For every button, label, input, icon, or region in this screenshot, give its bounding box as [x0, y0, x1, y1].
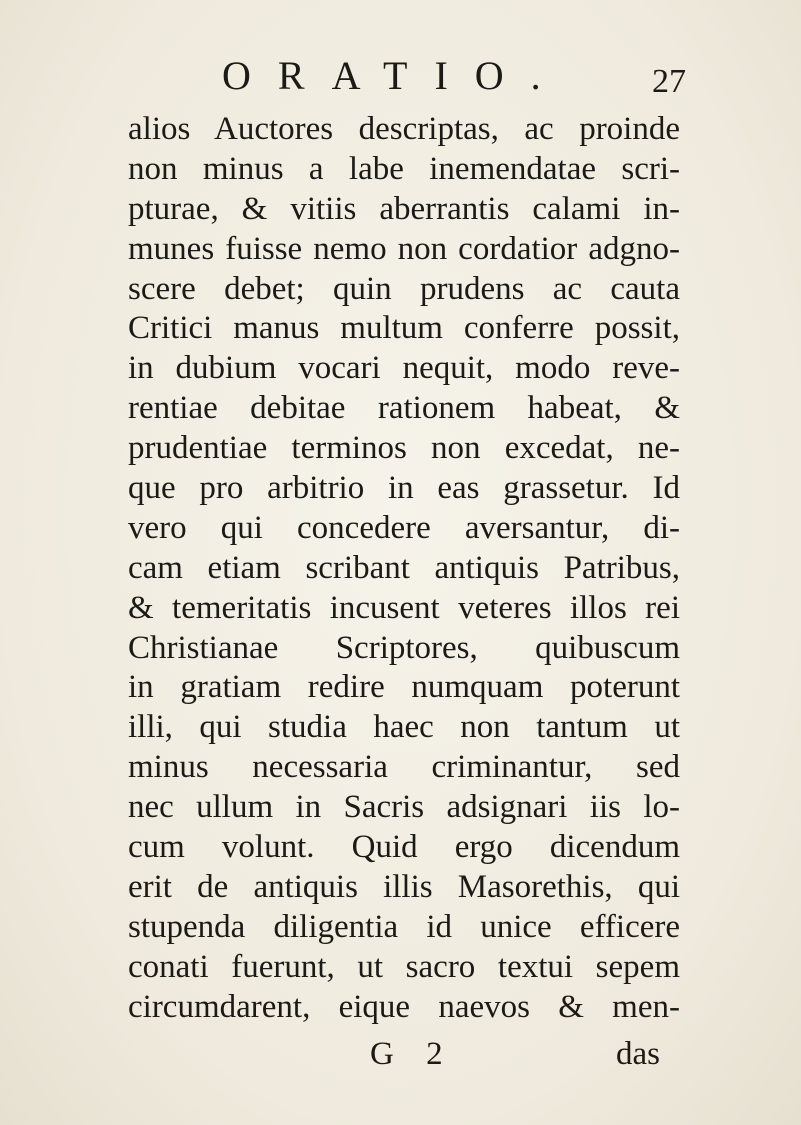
text-line: stupenda diligentia id unice efficere: [128, 908, 680, 945]
text-line: vero qui concedere aversantur, di-: [128, 509, 680, 546]
text-line: munes fuisse nemo non cordatior adgno-: [128, 230, 680, 267]
running-title: ORATIO.: [222, 53, 568, 98]
page-footer: [0, 1032, 801, 1076]
text-line: in dubium vocari nequit, modo reve-: [128, 350, 680, 387]
text-line: non minus a labe inemendatae scri-: [128, 150, 680, 187]
text-line: cam etiam scribant antiquis Patribus,: [128, 549, 680, 586]
text-line: alios Auctores descriptas, ac proinde: [128, 111, 680, 147]
page-number: 27: [652, 63, 686, 100]
text-line: que pro arbitrio in eas grassetur. Id: [128, 470, 680, 507]
text-line: circumdarent, eique naevos & men-: [128, 988, 680, 1025]
page-header: [0, 46, 801, 106]
signature-mark: G 2: [370, 1036, 455, 1072]
text-line: nec ullum in Sacris adsignari iis lo-: [128, 789, 680, 826]
text-line: pturae, & vitiis aberrantis calami in-: [128, 190, 680, 227]
text-line: minus necessaria criminantur, sed: [128, 749, 680, 786]
body-text: [128, 110, 680, 1027]
text-line: Critici manus multum conferre possit,: [128, 310, 680, 347]
text-line: conati fuerunt, ut sacro textui sepem: [128, 948, 680, 985]
text-line: Christianae Scriptores, quibuscum: [128, 629, 680, 666]
text-line: & temeritatis incusent veteres illos rei: [128, 589, 680, 626]
text-line: erit de antiquis illis Masorethis, qui: [128, 868, 680, 905]
text-line: cum volunt. Quid ergo dicendum: [128, 829, 680, 866]
text-line: rentiae debitae rationem habeat, &: [128, 390, 680, 427]
text-line: prudentiae terminos non excedat, ne-: [128, 430, 680, 467]
text-line: in gratiam redire numquam poterunt: [128, 669, 680, 706]
catchword: das: [616, 1036, 660, 1072]
text-line: illi, qui studia haec non tantum ut: [128, 709, 680, 746]
text-line: scere debet; quin prudens ac cauta: [128, 270, 680, 307]
